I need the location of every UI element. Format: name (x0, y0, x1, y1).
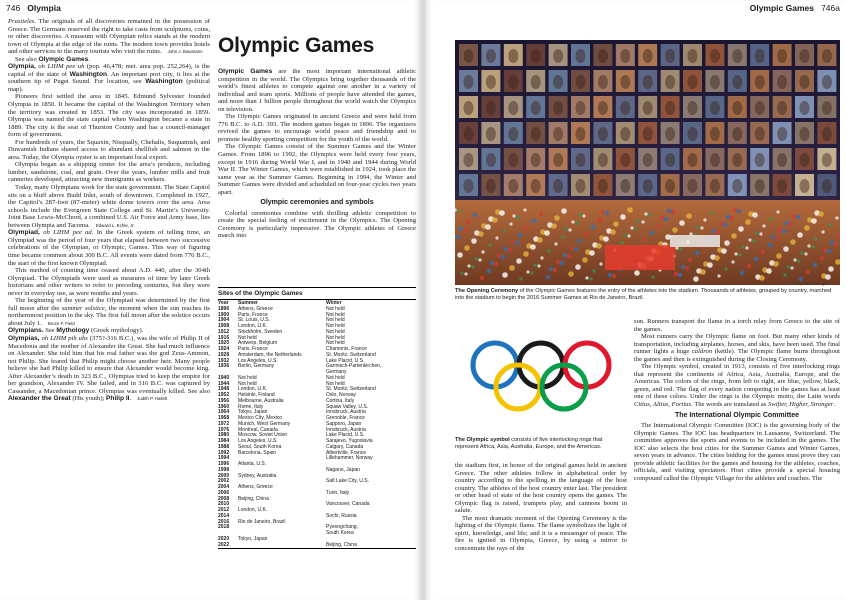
cell-year: 1988 (218, 443, 230, 450)
cell-winter: Germany (326, 369, 347, 375)
text-run: Washington (145, 78, 183, 86)
cell-winter: Turin, Italy (326, 489, 350, 496)
right-page-number: 746a (821, 3, 840, 13)
cell-year: 1944 (218, 380, 230, 387)
cell-year: 2006 (218, 489, 230, 496)
cell-winter: Beijing, China (326, 541, 357, 548)
sites-table (218, 300, 416, 548)
paragraph (8, 139, 210, 162)
cell-summer: Helsinki, Finland (238, 392, 275, 398)
paragraph (8, 161, 210, 184)
cell-year: 1968 (218, 415, 230, 421)
cell-summer: Rome, Italy (238, 403, 264, 410)
cell-year: 1984 (218, 438, 230, 444)
cell-winter: Not held (326, 305, 345, 312)
section-heading-ioc: The International Olympic Committee (674, 411, 800, 419)
text-run: oh LIHM pee uh (35, 63, 85, 71)
cell-summer: Not held (238, 374, 257, 381)
text-run: . The words are translated as (691, 401, 769, 409)
cell-winter: Lillehammer, Norway (326, 455, 373, 462)
paragraph (634, 422, 840, 482)
author-credit: John J. Bawmann (167, 49, 203, 55)
cell-summer: London, U.K. (238, 323, 268, 329)
cell-winter: Not held (326, 317, 345, 324)
cell-winter: Pyeongchang, (326, 524, 358, 531)
cell-summer: St. Louis, U.S. (238, 317, 270, 324)
text-run: See (43, 327, 57, 335)
paragraph (8, 327, 210, 335)
right-running-head (750, 3, 840, 13)
olympic-symbol-box (455, 317, 627, 433)
cell-summer (238, 543, 326, 549)
photo-credit: © Ryoichi/AP Images (794, 282, 828, 286)
cell-year: 1952 (218, 392, 230, 398)
paragraph (455, 515, 627, 553)
text-run: of the Olympic Games features the entry of the athletes into the stadium. Thousands of athletes, grouped by country, marched into the stadium to begin the 2016 Summer Games at Rio de Janeiro, Brazil. (455, 288, 832, 301)
text-run: . An important port city, it lies at the southern tip of Puget Sound. For location, see (8, 70, 210, 86)
sites-table-row (218, 543, 416, 549)
text-run: Olympic Games (38, 55, 89, 63)
cell-winter: Vancouver, Canada (326, 501, 370, 508)
paragraph (634, 318, 840, 333)
olympia-entries-column (8, 18, 210, 596)
cell-summer: Los Angeles, U.S. (238, 438, 278, 444)
sites-table-box (218, 287, 416, 549)
cell-year: 2018 (218, 524, 230, 531)
cell-summer: Mexico City, Mexico (238, 415, 283, 421)
cell-summer: Berlin, Germany (238, 363, 275, 370)
cell-winter: Not held (326, 374, 345, 381)
text-run: The beginning of the year of the Olympiad was determined by the first full moon after the (8, 297, 210, 312)
text-run: consists of five interlocking rings that represent Africa, Asia, Australia, Europe, and the Americas. (455, 437, 603, 450)
paragraph (8, 63, 210, 93)
text-run: . (833, 401, 835, 409)
cell-year: 1924 (218, 346, 230, 352)
cell-year: 2020 (218, 535, 230, 542)
cell-winter: Not held (326, 323, 345, 329)
text-run: Philip II (106, 395, 130, 403)
text-run: Mythology (56, 327, 90, 335)
cell-summer: Not held (238, 380, 257, 387)
sites-table-title: Sites of the Olympic Games (218, 288, 416, 300)
cell-summer: Athens, Greece (238, 305, 273, 312)
cell-summer: Tokyo, Japan (238, 409, 268, 416)
cell-summer: London, U.K. (238, 507, 268, 513)
ioc-text (634, 422, 840, 482)
article-title: Olympic Games (218, 34, 375, 57)
text-run: Olympic Games (218, 68, 273, 75)
cell-year: 2014 (218, 512, 230, 519)
text-run: , the moment when the sun reaches its northernmost position in the sky. The first full moon after the solstice occurs about July 1. (8, 304, 210, 327)
text-run: summer solstice (61, 304, 105, 312)
cell-winter: Innsbruck, Austria (326, 409, 366, 416)
text-run: Citius, Altius, Fortius (634, 401, 692, 409)
cell-summer: Rio de Janeiro, Brazil (238, 518, 286, 525)
text-run: Colorful ceremonies combine with thrilling athletic competition to create the special feeling of excitement in the Olympics. The Opening Ceremony is particularly impressive. The Olympic athletes of Greece march into (218, 209, 416, 240)
cell-summer: Amsterdam, the Netherlands (238, 351, 302, 358)
text-run: are the most important international athletic competition in the world. The Olympics bring together thousands of the world’s finest athletes to compete against one another in a variety of individual and team sports. Millions of people have attended the games, and more than 1 billion people throughout the world watch the Olympics on television. (218, 68, 417, 113)
cell-year: 1920 (218, 340, 230, 347)
text-run: Alexander the Great (8, 395, 71, 403)
text-run: Most runners carry the Olympic flame on foot. But many other kinds of transportation, including airplanes, horses, and skis, have been used. The final runner lights a huge (634, 333, 840, 356)
paragraph (8, 18, 210, 56)
cell-summer: Los Angeles, U.S. (238, 357, 278, 364)
paragraph (8, 184, 210, 229)
paragraph (218, 113, 416, 143)
paragraph (8, 56, 210, 64)
cell-winter: St. Moritz, Switzerland (326, 351, 376, 358)
text-run: See also (15, 55, 39, 63)
paragraph (8, 335, 210, 403)
text-run: Swifter, Higher, Stronger (768, 401, 834, 409)
paragraph (218, 68, 416, 113)
paragraph (634, 363, 840, 408)
cell-year: 1972 (218, 420, 230, 427)
right-running-title: Olympic Games (749, 3, 814, 13)
text-run: Today, many Olympians work for the state government. The State Capitol sits on a bluff above Budd Inlet, south of downtown. Completed in 1927, the Capitol’s 287-foot (87-meter) white dome towers over the area. Area schools include the Evergreen State College and St. Martin’s University. Joint Base Lewis-McChord, a combined U.S. Air Force and Army base, lies between Olympia and Tacoma. (8, 184, 210, 229)
cell-summer: Antwerp, Belgium (238, 340, 278, 347)
sites-table-body (218, 307, 416, 549)
cell-summer: Not held (238, 334, 257, 341)
author-credit: Judith P. Hallett (137, 396, 168, 402)
header-winter: Winter (326, 300, 342, 306)
cell-winter: Sapporo, Japan (326, 420, 362, 427)
cell-year: 2016 (218, 518, 230, 525)
text-run: (pop. 46,478; met. area pop. 252,264), is the capital of the state of (8, 63, 210, 78)
cell-winter: Lake Placid, U.S. (326, 357, 365, 364)
cell-year: 2010 (218, 501, 230, 508)
text-run: (His youth); (70, 395, 107, 403)
cell-year: 2022 (218, 541, 230, 548)
cell-summer: Seoul, South Korea (238, 443, 282, 450)
cell-winter: Garmisch-Partenkirchen, (326, 363, 382, 370)
text-run: (kettle). The Olympic flame burns throughout the games and then is extinguished during the Closing Ceremony. (634, 348, 840, 363)
cell-year: 2004 (218, 484, 230, 490)
text-run: Washington (69, 70, 108, 78)
cell-year: 2000 (218, 472, 230, 479)
cell-winter: Not held (326, 311, 345, 318)
text-run: . (129, 395, 132, 403)
cell-summer: Atlanta, U.S. (238, 461, 267, 467)
text-run: Olympia, (8, 63, 36, 71)
cell-winter: Cortina, Italy (326, 397, 355, 404)
cell-year: 1992 (218, 449, 230, 456)
cell-year: 1940 (218, 374, 230, 381)
text-run: The Olympic Games consist of the Summer Games and the Winter Games. From 1896 to 1992, the Olympics were held every four years, except in 1916 during World War I, and in 1940 and 1944 during World War II. The Winter Games, which were established in 1924, took place the same year as the Summer Games. Beginning in 1994, the Winter and Summer Games were divided and scheduled on four-year cycles two years apart. (218, 143, 416, 196)
text-run: The Olympic Games originated in ancient Greece and were held from 776 B.C. to A.D. 393. The modern games began in 1896. The organizers revived the games to encourage world peace and friendship and to promote healthy sporting competition for the youth of the world. (218, 113, 416, 143)
cell-summer: Paris, France (238, 311, 268, 318)
cell-year: 1956 (218, 397, 230, 404)
text-run: The Olympic symbol (455, 437, 510, 443)
text-run: The Opening Ceremony (455, 288, 519, 294)
cell-winter: Innsbruck, Austria (326, 426, 366, 433)
text-run: caldron (691, 348, 713, 356)
cell-year: 1896 (218, 305, 230, 312)
cell-winter: Sochi, Russia (326, 512, 357, 519)
left-page (0, 0, 421, 600)
text-run: The most dramatic moment of the Opening Ceremony is the lighting of the Olympic flame. The flame symbolizes the light of spirit, knowledge, and life; and it is a messenger of peace. The fire is ignited in Olympia, Greece, by using a mirror to concentrate the rays of the (455, 514, 627, 553)
ceremonies-text (218, 210, 416, 240)
cell-year: 1900 (218, 311, 230, 318)
text-run: This method of counting time ceased about A.D. 440, after the 304th Olympiad. The Olympiads were used as measures of time by later Greek historians and other writers to refer to preceding centuries, but they were never in everyday use, as were months and years. (8, 267, 210, 297)
text-run: oh LIHM pih uhs (39, 334, 88, 342)
paragraph (8, 93, 210, 138)
cell-year: 1904 (218, 317, 230, 324)
text-run: . In the Greek system of telling time, an Olympiad was the period of four years that elapsed between two successive celebrations of the Olympian, or Olympic, Games. This way of figuring time became common about 300 B.C. All events were dated from 776 B.C., the start of the first known Olympiad. (8, 229, 210, 267)
paragraph (8, 229, 210, 267)
cell-summer: Montreal, Canada (238, 426, 278, 433)
cell-year: 1980 (218, 432, 230, 439)
cell-winter: St. Moritz, Switzerland (326, 386, 376, 393)
symbol-caption (455, 437, 627, 450)
cell-winter: Lake Placid, U.S. (326, 432, 365, 439)
opening-ceremony-photo (455, 40, 840, 285)
paragraph (218, 210, 416, 240)
olympic-rings-icon (455, 317, 627, 433)
text-run: Prastieles (8, 18, 35, 25)
text-run: The Olympic symbol, created in 1913, consists of five interlocking rings that represent the continents of Africa, Asia, Australia, Europe, and the Americas. The colors of the rings, from left to right, are blue, yellow, black, green, and red. The flag of every nation competing in the games has at least one of these colors. Under the rings is the Olympic motto, the Latin words (634, 363, 840, 401)
cell-summer: London, U.K. (238, 386, 268, 393)
paragraph (218, 143, 416, 196)
cell-summer: Melbourne, Australia (238, 397, 284, 404)
cell-winter: Chamonix, France (326, 346, 367, 352)
text-run: Olympia began as a shipping center for the area’s products, including lumber, sandstone, coal, and grain. Over the years, lumber mills and fruit canneries developed, attracting new immigrants as workers. (8, 161, 210, 184)
cell-year: 1964 (218, 409, 230, 416)
cell-year: 1960 (218, 403, 230, 410)
text-run: . The originals of all discoveries remained in the possession of Greece. The Germans reserved the right to take casts from sculptures, coins, or other discoveries. A museum with Olympian relics stands at the modern town of Olympia at the edge of the ruins. The modern town provides hotels and other services to the many tourists who visit the ruins. (8, 18, 210, 56)
cell-winter: South Korea (326, 530, 354, 536)
cell-summer: Athens, Greece (238, 484, 273, 490)
cell-winter: Squaw Valley, U.S. (326, 403, 369, 410)
cell-year: 2012 (218, 507, 230, 513)
paragraph (455, 462, 627, 515)
text-run: Olympiad, (8, 229, 40, 237)
flame-and-symbol-text (634, 318, 840, 409)
left-running-title: Olympia (27, 3, 61, 13)
photo-caption (455, 288, 840, 301)
paragraph (8, 297, 210, 327)
cell-winter: Oslo, Norway (326, 392, 357, 398)
cell-summer: Moscow, Soviet Union (238, 432, 288, 439)
cell-year: 2008 (218, 495, 230, 502)
cell-year: 1916 (218, 334, 230, 341)
section-heading-ceremonies: Olympic ceremonies and symbols (260, 199, 374, 207)
cell-year: 1932 (218, 357, 230, 364)
cell-year: 1948 (218, 386, 230, 393)
cell-winter: Albertville, France (326, 449, 367, 456)
text-run: oh LIHM pee ad (39, 229, 92, 237)
text-run: sun. Runners transport the flame in a torch relay from Greece to the site of the games. (634, 318, 840, 333)
text-run: (political map). (8, 78, 210, 93)
cell-year: 1994 (218, 455, 230, 462)
text-run: the stadium first, in honor of the original games held in ancient Greece. The other athletes follow in alphabetical order by country according to the spelling in the language of the host country. The athletes of the host country enter last. The president or other head of state of the host country opens the games. The Olympic flag is raised, trumpets play, and cannons boom in salute. (455, 462, 627, 515)
cell-summer: Beijing, China (238, 495, 269, 502)
author-credit: Edward L. Echle, Jr. (95, 222, 135, 228)
paragraph (634, 333, 840, 363)
right-column-2 (455, 462, 627, 553)
left-page-number: 746 (6, 3, 21, 13)
cell-year: 1912 (218, 328, 230, 335)
text-run: (Greek mythology). (89, 327, 144, 335)
cell-winter: Calgary, Canada (326, 443, 364, 450)
cell-year: 1936 (218, 363, 230, 370)
text-run: (375?-316 B.C.), was the wife of Philip II of Macedonia and the mother of Alexander the Great. She had much influence on Alexander. She told him that his real father was the god Zeus-Ammon, not Philip. She feared that Philip might choose another heir. Many people believe she had Philip killed to ensure that Alexander would become king. After Alexander’s death in 323 B.C., Olympias tried to keep the empire for her grandson, Alexander IV. She failed, and in 316 B.C. was captured by Cassander, a Macedonian prince. Olympias was eventually killed. See also (8, 334, 210, 395)
text-run: For hundreds of years, the Squaxin, Nisqually, Chehalis, Suquamish, and Duwamish Indians shared access to abundant shellfish and salmon in the area. Today, the Olympia oyster is an important local export. (8, 138, 210, 161)
paragraph (8, 267, 210, 297)
cell-summer: Stockholm, Sweden (238, 328, 283, 335)
cell-winter: Nagano, Japan (326, 466, 360, 473)
cell-summer: Sydney, Australia (238, 472, 277, 479)
cell-winter: Sarajevo, Yugoslavia (326, 438, 373, 444)
left-running-head (6, 3, 61, 13)
cell-year: 2002 (218, 478, 230, 485)
cell-summer: Paris, France (238, 346, 268, 352)
cell-winter: Not held (326, 340, 345, 347)
text-run: The International Olympic Committee (IOC) is the governing body of the Olympic Games. The IOC has headquarters in Lausanne, Switzerland. The committee approves the sports and events to be included in the games. The IOC also selects the host cities for the Summer Games and Winter Games, seven years in advance. The cities bidding for the games must prove they can provide athletic facilities for the games and housing for the athletes, coaches, officials, and visiting spectators. Host cities provide a special housing compound called the Olympic Village for the athletes and coaches. The (634, 422, 840, 482)
right-column-3 (634, 318, 840, 482)
text-run: . (88, 55, 90, 63)
header-summer: Summer (238, 300, 259, 306)
cell-summer: Tokyo, Japan (238, 535, 268, 542)
cell-year: 1996 (218, 461, 230, 467)
article-intro-column (218, 68, 416, 240)
cell-summer: Munich, West Germany (238, 420, 291, 427)
cell-summer: Barcelona, Spain (238, 449, 277, 456)
cell-year: 1998 (218, 466, 230, 473)
text-run: Olympians. (8, 327, 44, 335)
cell-year: 1976 (218, 426, 230, 433)
cell-winter: Not held (326, 334, 345, 341)
cell-year: 1928 (218, 351, 230, 358)
cell-year: 1908 (218, 323, 230, 329)
cell-winter: Not held (326, 328, 345, 335)
text-run: Pioneers first settled the area in 1845. Edmund Sylvester founded Olympia in 1850. It became the capital of the Washington Territory when the territory was created in 1853. The city was incorporated in 1859. Olympia was named the state capital when Washington became a state in 1889. The city is the seat of Thurston County and has a council-manager form of government. (8, 93, 210, 139)
cell-winter: Salt Lake City, U.S. (326, 478, 369, 485)
intro-text (218, 68, 416, 196)
cell-winter: Grenoble, France (326, 415, 365, 421)
text-run: Olympias, (8, 334, 40, 342)
author-credit: Bruce F. Field (47, 320, 75, 326)
header-year: Year (218, 300, 229, 306)
cell-winter: Not held (326, 380, 345, 387)
